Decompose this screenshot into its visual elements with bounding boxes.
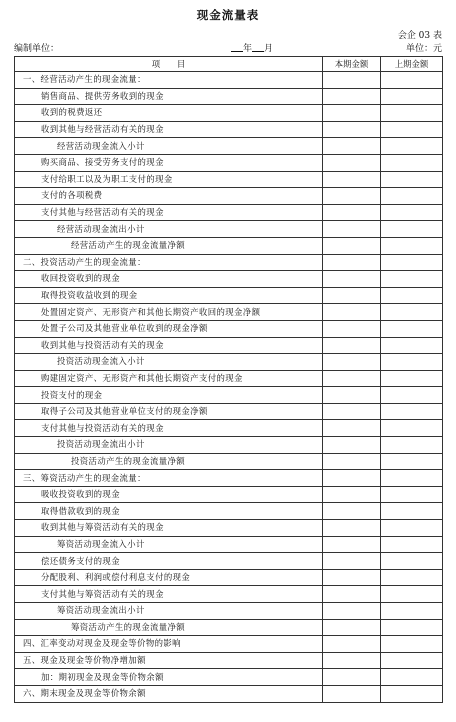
row-label: 购买商品、接受劳务支付的现金 [15,154,323,171]
previous-amount-cell[interactable] [381,304,443,321]
previous-amount-cell[interactable] [381,337,443,354]
month-blank [252,42,264,52]
current-amount-cell[interactable] [323,536,381,553]
column-header-item: 项 目 [15,57,323,72]
previous-amount-cell[interactable] [381,204,443,221]
current-amount-cell[interactable] [323,370,381,387]
table-row [15,320,443,337]
previous-amount-cell[interactable] [381,569,443,586]
current-amount-cell[interactable] [323,685,381,702]
current-amount-cell[interactable] [323,503,381,520]
table-row [15,287,443,304]
row-label: 经营活动产生的现金流量净额 [15,237,323,254]
previous-amount-cell[interactable] [381,138,443,155]
row-label: 支付其他与筹资活动有关的现金 [15,586,323,603]
previous-amount-cell[interactable] [381,271,443,288]
row-label: 五、现金及现金等价物净增加额 [15,652,323,669]
previous-amount-cell[interactable] [381,685,443,702]
row-label: 四、汇率变动对现金及现金等价物的影响 [15,636,323,653]
current-amount-cell[interactable] [323,320,381,337]
current-amount-cell[interactable] [323,569,381,586]
previous-amount-cell[interactable] [381,320,443,337]
row-label: 经营活动现金流出小计 [15,221,323,238]
table-row [15,603,443,620]
current-amount-cell[interactable] [323,254,381,271]
previous-amount-cell[interactable] [381,453,443,470]
previous-amount-cell[interactable] [381,536,443,553]
table-row [15,652,443,669]
row-label: 收到其他与经营活动有关的现金 [15,121,323,138]
row-label: 六、期末现金及现金等价物余额 [15,685,323,702]
previous-amount-cell[interactable] [381,420,443,437]
table-row [15,636,443,653]
page-title: 现金流量表 [196,8,260,22]
current-amount-cell[interactable] [323,287,381,304]
currency-unit: 单位：元 [405,44,442,54]
row-label: 吸收投资收到的现金 [15,486,323,503]
current-amount-cell[interactable] [323,437,381,454]
previous-amount-cell[interactable] [381,553,443,570]
compiler-label: 编制单位： [14,44,60,54]
previous-amount-cell[interactable] [381,354,443,371]
previous-amount-cell[interactable] [381,652,443,669]
table-row [15,536,443,553]
current-amount-cell[interactable] [323,470,381,487]
previous-amount-cell[interactable] [381,636,443,653]
previous-amount-cell[interactable] [381,520,443,537]
table-row [15,520,443,537]
meta-row [14,41,442,53]
row-label: 三、筹资活动产生的现金流量： [15,470,323,487]
row-label: 筹资活动产生的现金流量净额 [15,619,323,636]
table-row [15,154,443,171]
table-row [15,470,443,487]
current-amount-cell[interactable] [323,669,381,686]
row-label: 筹资活动现金流入小计 [15,536,323,553]
current-amount-cell[interactable] [323,403,381,420]
row-label: 支付的各项税费 [15,188,323,205]
previous-amount-cell[interactable] [381,437,443,454]
table-row [15,72,443,89]
current-amount-cell[interactable] [323,453,381,470]
current-amount-cell[interactable] [323,619,381,636]
table-row [15,88,443,105]
previous-amount-cell[interactable] [381,72,443,89]
table-row [15,486,443,503]
table-row [15,569,443,586]
current-amount-cell[interactable] [323,337,381,354]
table-row [15,370,443,387]
row-label: 收回投资收到的现金 [15,271,323,288]
current-amount-cell[interactable] [323,271,381,288]
current-amount-cell[interactable] [323,603,381,620]
row-label: 投资活动产生的现金流量净额 [15,453,323,470]
previous-amount-cell[interactable] [381,105,443,122]
table-header-row [15,57,443,72]
table-row [15,121,443,138]
current-amount-cell[interactable] [323,586,381,603]
table-row [15,403,443,420]
row-label: 经营活动现金流入小计 [15,138,323,155]
previous-amount-cell[interactable] [381,237,443,254]
current-amount-cell[interactable] [323,420,381,437]
table-row [15,254,443,271]
table-row [15,221,443,238]
previous-amount-cell[interactable] [381,171,443,188]
current-amount-cell[interactable] [323,105,381,122]
row-label: 二、投资活动产生的现金流量： [15,254,323,271]
year-label: 年 [243,44,253,54]
current-amount-cell[interactable] [323,204,381,221]
previous-amount-cell[interactable] [381,586,443,603]
table-row [15,553,443,570]
row-label: 处置子公司及其他营业单位收到的现金净额 [15,320,323,337]
row-label: 销售商品、提供劳务收到的现金 [15,88,323,105]
current-amount-cell[interactable] [323,520,381,537]
current-amount-cell[interactable] [323,553,381,570]
previous-amount-cell[interactable] [381,287,443,304]
current-amount-cell[interactable] [323,88,381,105]
table-row [15,337,443,354]
row-label: 加：期初现金及现金等价物余额 [15,669,323,686]
table-row [15,685,443,702]
previous-amount-cell[interactable] [381,221,443,238]
previous-amount-cell[interactable] [381,603,443,620]
row-label: 支付其他与经营活动有关的现金 [15,204,323,221]
previous-amount-cell[interactable] [381,669,443,686]
cash-flow-table [14,56,443,703]
previous-amount-cell[interactable] [381,387,443,404]
row-label: 偿还债务支付的现金 [15,553,323,570]
row-label: 取得投资收益收到的现金 [15,287,323,304]
previous-amount-cell[interactable] [381,254,443,271]
current-amount-cell[interactable] [323,354,381,371]
table-row [15,420,443,437]
row-label: 处置固定资产、无形资产和其他长期资产收回的现金净额 [15,304,323,321]
table-row [15,619,443,636]
table-row [15,188,443,205]
column-header-previous: 上期金额 [381,57,443,72]
month-label: 月 [264,44,274,54]
row-label: 筹资活动现金流出小计 [15,603,323,620]
previous-amount-cell[interactable] [381,154,443,171]
report-date [231,41,273,54]
table-row [15,453,443,470]
current-amount-cell[interactable] [323,387,381,404]
column-header-current: 本期金额 [323,57,381,72]
table-row [15,669,443,686]
previous-amount-cell[interactable] [381,370,443,387]
previous-amount-cell[interactable] [381,121,443,138]
current-amount-cell[interactable] [323,121,381,138]
current-amount-cell[interactable] [323,188,381,205]
previous-amount-cell[interactable] [381,619,443,636]
row-label: 支付给职工以及为职工支付的现金 [15,171,323,188]
table-row [15,503,443,520]
row-label: 投资活动现金流出小计 [15,437,323,454]
table-row [15,237,443,254]
row-label: 投资支付的现金 [15,387,323,404]
row-label: 收到的税费返还 [15,105,323,122]
table-row [15,437,443,454]
row-label: 收到其他与投资活动有关的现金 [15,337,323,354]
year-blank [231,42,243,52]
current-amount-cell[interactable] [323,171,381,188]
row-label: 一、经营活动产生的现金流量： [15,72,323,89]
previous-amount-cell[interactable] [381,188,443,205]
row-label: 取得借款收到的现金 [15,503,323,520]
row-label: 购建固定资产、无形资产和其他长期资产支付的现金 [15,370,323,387]
current-amount-cell[interactable] [323,486,381,503]
current-amount-cell[interactable] [323,154,381,171]
table-row [15,138,443,155]
current-amount-cell[interactable] [323,221,381,238]
form-code: 会企 03 表 [397,31,442,41]
previous-amount-cell[interactable] [381,503,443,520]
current-amount-cell[interactable] [323,652,381,669]
table-row [15,204,443,221]
table-row [15,105,443,122]
previous-amount-cell[interactable] [381,486,443,503]
current-amount-cell[interactable] [323,72,381,89]
row-label: 取得子公司及其他营业单位支付的现金净额 [15,403,323,420]
current-amount-cell[interactable] [323,304,381,321]
table-row [15,171,443,188]
current-amount-cell[interactable] [323,636,381,653]
previous-amount-cell[interactable] [381,88,443,105]
previous-amount-cell[interactable] [381,470,443,487]
table-row [15,304,443,321]
previous-amount-cell[interactable] [381,403,443,420]
row-label: 分配股利、利润或偿付利息支付的现金 [15,569,323,586]
table-row [15,271,443,288]
row-label: 投资活动现金流入小计 [15,354,323,371]
current-amount-cell[interactable] [323,138,381,155]
table-row [15,354,443,371]
table-row [15,586,443,603]
row-label: 收到其他与筹资活动有关的现金 [15,520,323,537]
table-row [15,387,443,404]
current-amount-cell[interactable] [323,237,381,254]
row-label: 支付其他与投资活动有关的现金 [15,420,323,437]
